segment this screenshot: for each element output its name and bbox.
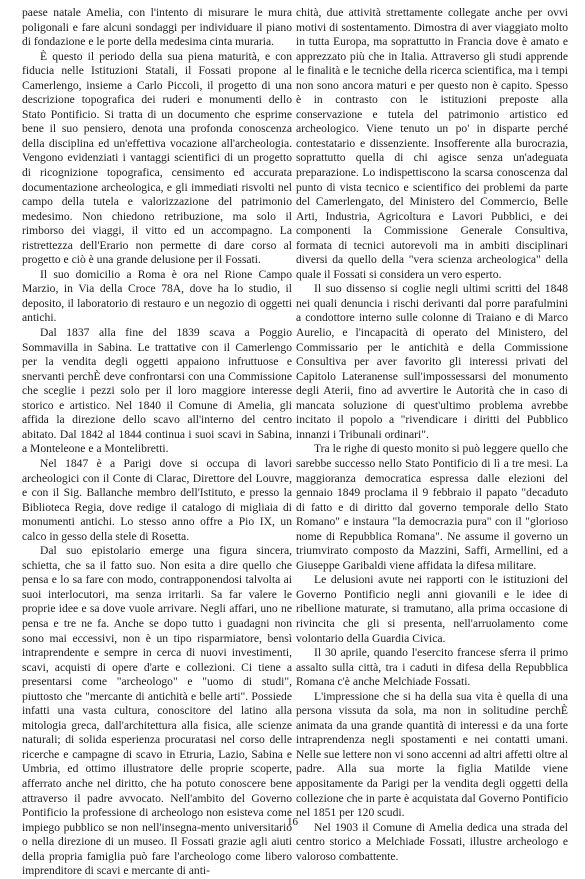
paragraph: È questo il periodo della sua piena maturità, e con fiducia nelle Istituzioni Statali, il Fossati propone al Camerlengo, insieme a Carlo Piccoli, il progetto di una descrizione topografica dei ruderi e monumenti dello Stato Pontificio. Si tratta di un documento che esprime bene il suo pensiero, denota una profonda conoscenza della disciplina ed un'effettiva vocazione all'archeologia. Vengono evidenziati i vantaggi scientifici di un progetto di ricognizione topografica, censimento ed accurata documentazione archeologica, e gli immediati risvolti nel campo della tutela e valorizzazione del patrimonio medesimo. Non chiedono retribuzione, ma solo il rimborso dei viaggi, il vitto ed un accompagno. La ristrettezza dell'Erario non permette di dare corso al progetto e ciò è una grande delusione per il Fossati. bbox=[22, 49, 292, 267]
paragraph: Dal 1837 alla fine del 1839 scava a Poggio Sommavilla in Sabina. Le trattative con il Camerlengo per la vendita degli oggetti appaiono infruttuose e snervanti perchÈ deve confrontarsi con una Commissione che sceglie i pezzi solo per il loro maggiore interesse storico e artistico. Nel 1840 il Comune di Amelia, gli affida la direzione dello scavo all'interno del centro abitato. Dal 1842 al 1844 continua i suoi scavi in Sabina, a Monteleone e a Montelibretti. bbox=[22, 326, 292, 456]
paragraph: Il suo domicilio a Roma è ora nel Rione Campo Marzio, in Via della Croce 78A, dove ha lo studio, il deposito, il laboratorio di restauro e un negozio di oggetti antichi. bbox=[22, 267, 292, 325]
paragraph: Il 30 aprile, quando l'esercito francese sferra il primo assalto sulla città, tra i caduti in difesa della Repubblica Romana c'è anche Melchiade Fossati. bbox=[296, 646, 568, 689]
paragraph: Le delusioni avute nei rapporti con le istituzioni del Governo Pontificio negli anni giovanili e le idee di ribellione maturate, si tramutano, alla prima occasione di rivincita che gli si presenta, nell'arruolamento come volontario della Guardia Civica. bbox=[296, 573, 568, 645]
paragraph: L'impressione che si ha della sua vita è quella di una persona vissuta da sola, ma non in solitudine perchÈ animata da una grande quantità di interessi e da una forte intraprendenza negli spostamenti e nei contatti umani. Nelle sue lettere non vi sono accenni ad altri affetti oltre al padre. Alla sua morte la figlia Matilde viene appositamente da Parigi per la vendita degli oggetti della collezione che in parte è acquistata dal Governo Pontificio nel 1851 per 120 scudi. bbox=[296, 689, 568, 820]
right-column bbox=[296, 6, 568, 864]
left-column bbox=[22, 6, 292, 879]
page-number: 16 bbox=[287, 816, 298, 828]
paragraph: Tra le righe di questo monito si può leggere quello che sarebbe successo nello Stato Pontificio di lì a tre mesi. La maggioranza democratica espressa dalle elezioni del gennaio 1849 proclama il 9 febbraio il papato "decaduto di fatto e di diritto dal governo temporale dello Stato Romano" e instaura "la democrazia pura" con il "glorioso nome di Repubblica Romana". Ne assume il governo un triumvirato composto da Mazzini, Saffi, Armellini, ed a Giuseppe Garibaldi viene affidata la difesa militare. bbox=[296, 442, 568, 572]
paragraph: Nel 1903 il Comune di Amelia dedica una strada del centro storico a Melchiade Fossati, illustre archeologo e valoroso combattente. bbox=[296, 820, 568, 863]
paragraph: chità, due attività strettamente collegate anche per ovvi motivi di sostentamento. Dimostra di aver viaggiato molto in tutta Europa, ma soprattutto in Francia dove è amato e apprezzato più che in Italia. Attraverso gli studi apprende le finalità e le tecniche della ricerca scientifica, ma i tempi non sono ancora maturi e per questo non è capito. Spesso è in contrasto con le istituzioni preposte alla conservazione e tutela del patrimonio artistico ed archeologico. Viene tenuto un po' in disparte perché contestatario e dissenziente. Insofferente alla burocrazia, soprattutto quella di chi agisce senza un'adeguata preparazione. Lo indispettiscono la scarsa conoscenza dal punto di vista tecnico e scientifico dei problemi da parte del Camerlengato, del Ministero del Commercio, Belle Arti, Industria, Agricoltura e Lavori Pubblici, e dei componenti la Commissione Generale Consultiva, formata di tecnici autorevoli ma in ambiti disciplinari diversi da quello della "vera scienza archeologica" della quale il Fossati si considera un vero esperto. bbox=[296, 6, 568, 281]
paragraph: Il suo dissenso si coglie negli ultimi scritti del 1848 nei quali denuncia i rischi derivanti dal porre parafulmini a condottore interno sulle colonne di Traiano e di Marco Aurelio, e l'incapacità di operato del Ministero, del Commissario per le antichità e della Commissione Consultiva per aver favorito gli interessi privati del Capitolo Lateranense sull'impossessarsi del monumento degli Aterii, fino ad avvertire le Autorità che in caso di mancata soluzione di quest'ultimo problema avrebbe incitato il popolo a "rivendicare i diritti del Pubblico innanzi i Tribunali ordinari". bbox=[296, 282, 568, 441]
paragraph: Nel 1847 è a Parigi dove si occupa di lavori archeologici con il Conte di Clarac, Direttore del Louvre, e con il Sig. Ballanche membro dell'Istituto, e presso la Biblioteca Regia, dove redige il catalogo di migliaia di monumenti antichi. Lo stesso anno offre a Pio IX, un calco in gesso della stele di Rosetta. bbox=[22, 456, 292, 543]
paragraph: paese natale Amelia, con l'intento di misurare le mura poligonali e fare alcuni sondaggi per individuare il piano di fondazione e le porte della medesima cinta muraria. bbox=[22, 6, 292, 49]
paragraph: Dal suo epistolario emerge una figura sincera, schietta, che sa il fatto suo. Non esita a dire quello che pensa e lo sa fare con modo, contrapponendosi talvolta ai suoi interlocutori, ma senza irritarli. Sa far valere le proprie idee e sa dove vuole arrivare. Negli affari, uno ne pensa e tre ne fa. Anche se dopo tutto i guadagni non sono mai eccessivi, non è un tipo risparmiatore, bensì intraprendente e sempre in cerca di nuovi investimenti, scavi, acquisti di opere d'arte e collezioni. Ci tiene a presentarsi come "archeologo" e "uomo di studi", piuttosto che "mercante di antichità e belle arti". Possiede infatti una vasta cultura, conoscitore del latino alla mitologia greca, dall'architettura alla fisica, alle scienze naturali; di solida esperienza procuratasi nel corso delle ricerche e campagne di scavo in Etruria, Lazio, Sabina e Umbria, ed ottimo illustratore delle proprie scoperte, afferrato anche nel diritto, che ha potuto conoscere bene attraverso il padre avvocato. Nell'ambito del Governo Pontificio la professione di archeologo non esisteva come impiego pubblico se non nell'insegna-mento universitario o nella direzione di un museo. Il Fossati grazie agli aiuti della propria famiglia può fare l'archeologo come libero imprenditore di scavi e mercante di anti- bbox=[22, 544, 292, 878]
